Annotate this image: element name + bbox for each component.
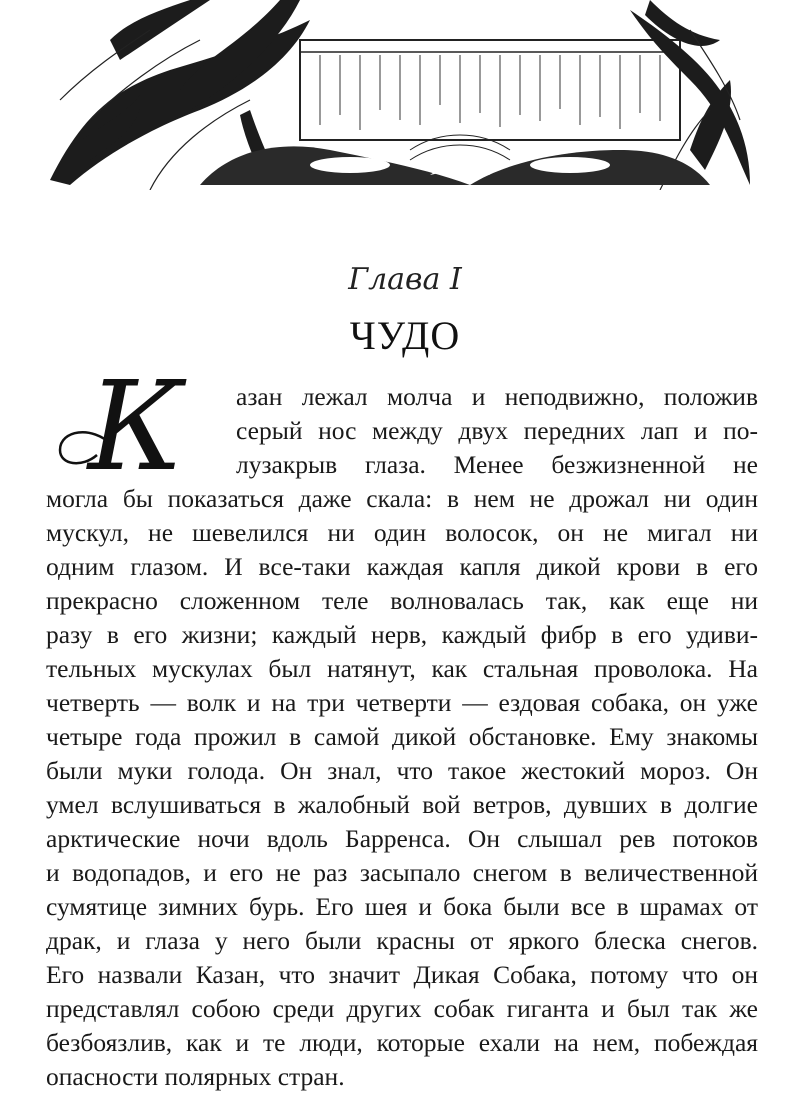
text-line: азан лежал молча и неподвижно, положив: [236, 382, 758, 411]
text-line: могла бы показаться даже скала: в нем не дрожал ни один: [46, 484, 758, 513]
text-line: опасности полярных стран.: [46, 1062, 345, 1091]
text-line: прекрасно сложенном теле волновалась так, как еще ни: [46, 586, 758, 615]
text-line: четыре года прожил в самой дикой обстановке. Ему знакомы: [46, 722, 758, 751]
decorative-vignette-illustration: [50, 0, 750, 190]
text-line: Его назвали Казан, что значит Дикая Собака, потому что он: [46, 960, 758, 989]
text-line: тельных мускулах был натянут, как стальная проволока. На: [46, 654, 758, 683]
text-line: были муки голода. Он знал, что такое жестокий мороз. Он: [46, 756, 758, 785]
chapter-title: ЧУДО: [349, 313, 461, 358]
text-line: мускул, не шевелился ни один волосок, он не мигал ни: [46, 518, 758, 547]
drop-cap-letter: К: [88, 355, 184, 499]
text-line: и водопадов, и его не раз засыпало снегом в величественной: [46, 858, 758, 887]
text-line: лузакрыв глаза. Менее безжизненной не: [236, 450, 758, 479]
text-line: драк, и глаза у него были красны от яркого блеска снегов.: [46, 926, 758, 955]
text-line: представлял собою среди других собак гиганта и был так же: [46, 994, 758, 1023]
text-line: разу в его жизни; каждый нерв, каждый фибр в его удиви-: [46, 620, 758, 649]
chapter-label: Глава I: [348, 262, 462, 297]
text-line: серый нос между двух передних лап и по-: [236, 416, 758, 445]
text-line: сумятице зимних бурь. Его шея и бока были все в шрамах от: [46, 892, 758, 921]
text-line: безбоязлив, как и те люди, которые ехали на нем, побеждая: [46, 1028, 758, 1057]
text-line: арктические ночи вдоль Барренса. Он слышал рев потоков: [46, 824, 758, 853]
text-line: одним глазом. И все-таки каждая капля дикой крови в его: [46, 552, 758, 581]
drop-cap-flourish: [52, 420, 122, 470]
text-line: умел вслушиваться в жалобный вой ветров, дувших в долгие: [46, 790, 758, 819]
text-line: четверть — волк и на три четверти — ездовая собака, он уже: [46, 688, 758, 717]
